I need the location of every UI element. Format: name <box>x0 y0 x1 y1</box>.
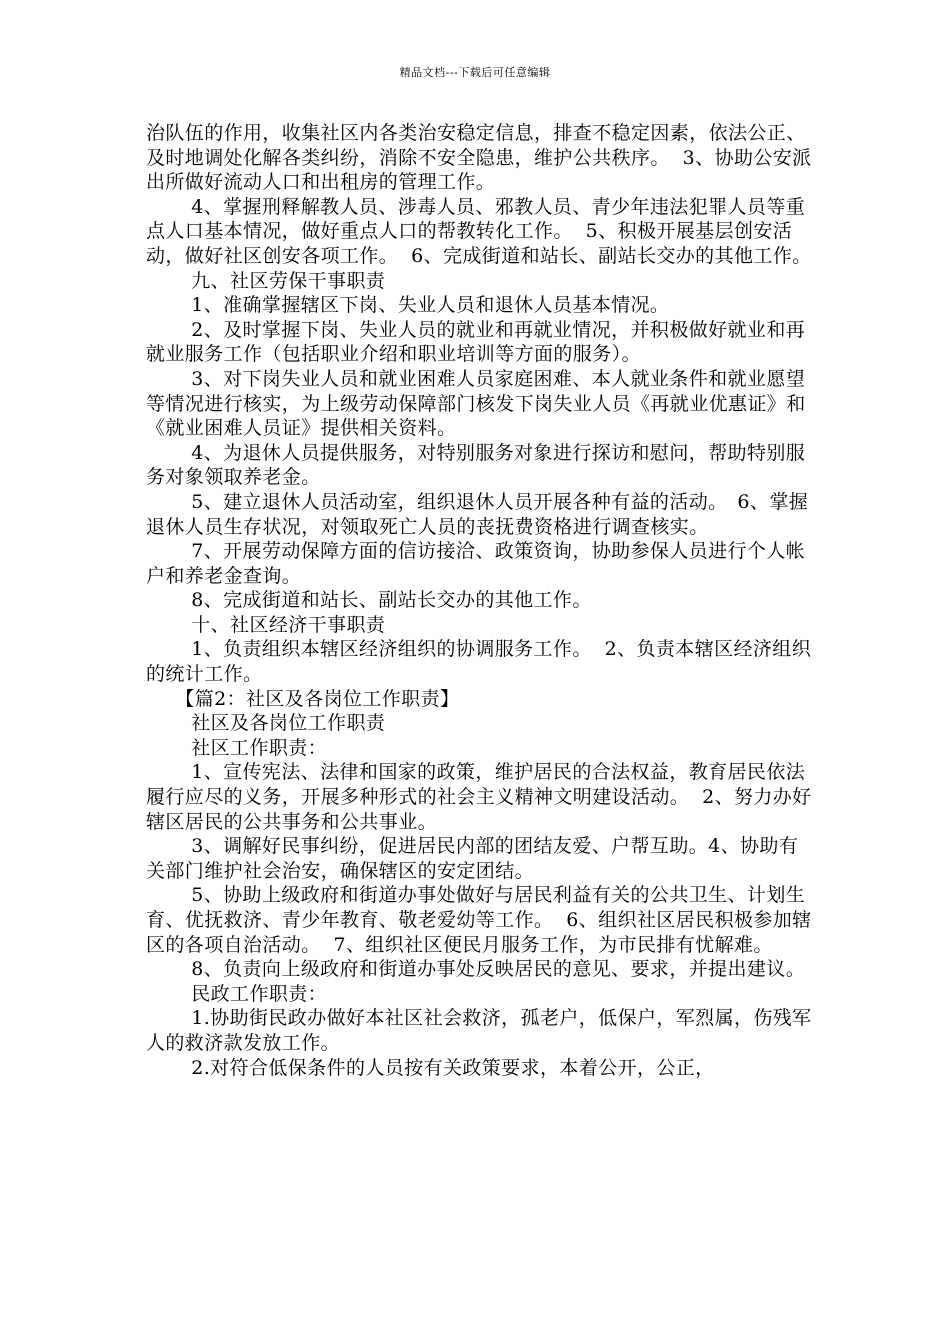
paragraph: 2.对符合低保条件的人员按有关政策要求，本着公开，公正， <box>146 1056 715 1079</box>
paragraph: 治队伍的作用，收集社区内各类治安稳定信息，排查不稳定因素，依法公正、及时地调处化解各类纠纷，消除不安全隐患，维护公共秩序。 3、协助公安派出所做好流动人口和出租房的管理工作。 <box>146 122 812 194</box>
paragraph: 1.协助街民政办做好本社区社会救济，孤老户，低保户，军烈属，伤残军人的救济款发放工作。 <box>146 1007 812 1054</box>
paragraph: 1、负责组织本辖区经济组织的协调服务工作。 2、负责本辖区经济组织的统计工作。 <box>146 638 812 686</box>
paragraph: 8、完成街道和站长、副站长交办的其他工作。 <box>146 589 592 612</box>
paragraph: 8、负责向上级政府和街道办事处反映居民的意见、要求，并提出建议。 <box>146 958 806 981</box>
section-heading: 民政工作职责： <box>146 982 328 1005</box>
paragraph: 4、为退休人员提供服务，对特别服务对象进行探访和慰问，帮助特别服务对象领取养老金。 <box>146 441 806 489</box>
paragraph: 1、准确掌握辖区下岗、失业人员和退休人员基本情况。 <box>146 294 670 317</box>
paragraph: 3、对下岗失业人员和就业困难人员家庭困难、本人就业条件和就业愿望等情况进行核实，为上级劳动保障部门核发下岗失业人员《再就业优惠证》和《就业困难人员证》提供相关资料。 <box>146 367 806 440</box>
section-heading: 十、社区经济干事职责 <box>146 613 386 636</box>
paragraph: 2、及时掌握下岗、失业人员的就业和再就业情况，并积极做好就业和再就业服务工作（包括职业介绍和职业培训等方面的服务）。 <box>146 318 806 366</box>
page-header: 精品文档---下载后可任意编辑 <box>399 66 551 79</box>
paragraph: 4、掌握刑释解教人员、涉毒人员、邪教人员、青少年违法犯罪人员等重点人口基本情况，做好重点人口的帮教转化工作。 5、积极开展基层创安活动，做好社区创安各项工作。 6、完成街道和站长、副站长交办的其他工作。 <box>146 195 812 267</box>
document-body <box>146 121 812 1080</box>
paragraph: 3、调解好民事纠纷，促进居民内部的团结友爱、户帮互助。4、协助有关部门维护社会治安，确保辖区的安定团结。 <box>146 835 799 882</box>
section-heading: 社区工作职责： <box>146 736 328 759</box>
paragraph: 1、宣传宪法、法律和国家的政策，维护居民的合法权益，教育居民依法履行应尽的义务，开展多种形式的社会主义精神文明建设活动。 2、努力办好辖区居民的公共事务和公共事业。 <box>146 761 812 833</box>
section-heading: 社区及各岗位工作职责 <box>146 712 386 735</box>
paragraph: 5、建立退休人员活动室，组织退休人员开展各种有益的活动。 6、掌握退休人员生存状况，对领取死亡人员的丧抚费资格进行调查核实。 <box>146 490 809 538</box>
chapter-heading: 【篇2：社区及各岗位工作职责】 <box>146 687 460 710</box>
section-heading: 九、社区劳保干事职责 <box>146 269 386 292</box>
paragraph: 7、开展劳动保障方面的信访接洽、政策资询，协助参保人员进行个人帐户和养老金查询。 <box>146 540 806 587</box>
paragraph: 5、协助上级政府和街道办事处做好与居民利益有关的公共卫生、计划生育、优抚救济、青少年教育、敬老爱幼等工作。 6、组织社区居民积极参加辖区的各项自治活动。 7、组织社区便民月服务工作，为市民排有忧解难。 <box>146 884 812 956</box>
